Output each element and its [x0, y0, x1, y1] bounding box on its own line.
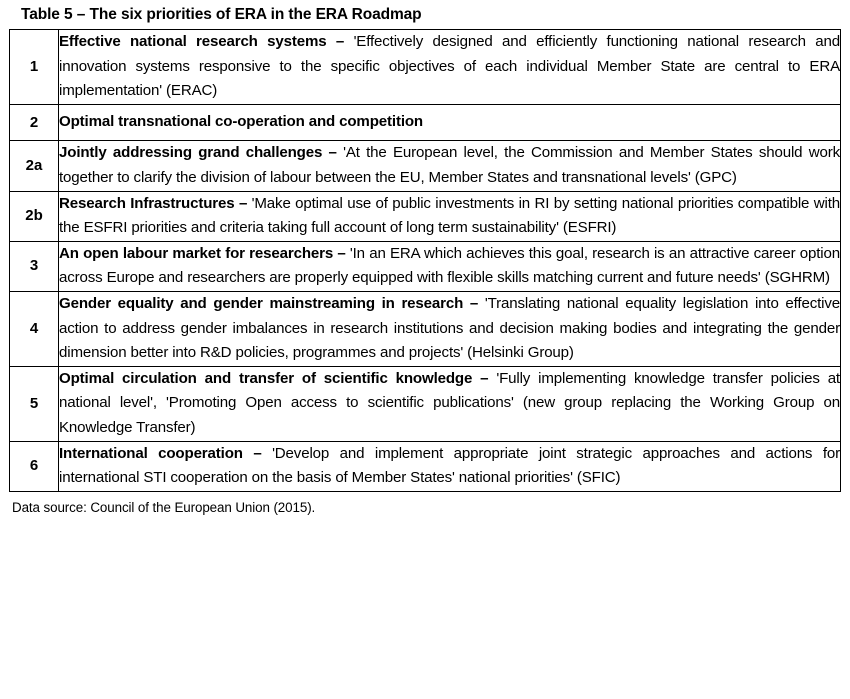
priority-title: Effective national research systems: [59, 33, 327, 50]
priority-description: 'Translating national equality legislation into effective action to address gender imbalances in research institutions and decision making bodies and integrating the gender dimension better into R&D policies, programmes and projects' (Helsinki Group): [59, 294, 841, 362]
table-caption: Table 5 – The six priorities of ERA in the ERA Roadmap: [21, 6, 422, 23]
row-number-cell: 6: [10, 441, 59, 491]
era-priorities-table: [9, 29, 841, 492]
priority-title: Optimal transnational co-operation and competition: [59, 112, 423, 130]
priority-description: 'Fully implementing knowledge transfer policies at national level', 'Promoting Open access to scientific publications' (new group replacing the Working Group on Knowledge Transfer): [59, 369, 840, 436]
table-row: [10, 141, 841, 191]
row-number-cell: 2: [10, 104, 59, 141]
row-number-cell: 5: [10, 366, 59, 441]
priority-separator: –: [242, 444, 273, 462]
priority-description: 'Effectively designed and efficiently functioning national research and innovation systems responsive to the specific objectives of each individual Member State are central to ERA implementation' (ERAC): [59, 33, 840, 100]
table-row: [10, 291, 841, 366]
table-row: [10, 441, 841, 491]
row-content-cell: [59, 141, 841, 191]
row-content-cell: [59, 191, 841, 241]
row-content-cell: [59, 30, 841, 105]
table-row: [10, 191, 841, 241]
row-content-cell: [59, 241, 841, 291]
priority-separator: –: [322, 144, 344, 162]
priority-separator: –: [472, 369, 497, 387]
priority-title: International cooperation: [59, 444, 243, 462]
priority-description: 'In an ERA which achieves this goal, research is an attractive career option across Europe and researchers are properly equipped with flexible skills matching current and future needs' (SGHRM): [59, 244, 840, 287]
table-row: [10, 366, 841, 441]
table-row: [10, 104, 841, 141]
priority-title: An open labour market for researchers –: [59, 244, 346, 262]
table-row: [10, 241, 841, 291]
priority-separator: –: [326, 33, 354, 50]
row-number-cell: 4: [10, 291, 59, 366]
priority-separator: [478, 295, 485, 312]
row-number-cell: 3: [10, 241, 59, 291]
row-content-cell: [59, 104, 841, 141]
priority-title: Research Infrastructures: [59, 194, 235, 212]
priority-description: 'Develop and implement appropriate joint strategic approaches and actions for international STI cooperation on the basis of Member States' national priorities' (SFIC): [59, 444, 840, 487]
priority-description: 'Make optimal use of public investments in RI by setting national priorities compatible with the ESFRI priorities and criteria taking full account of long term sustainability' (ESFRI): [59, 194, 840, 237]
priority-title: Jointly addressing grand challenges: [59, 144, 323, 162]
table-row: [10, 30, 841, 105]
priority-separator: –: [234, 194, 252, 212]
row-content-cell: [59, 291, 841, 366]
priority-description: 'At the European level, the Commission and Member States should work together to clarify the division of labour between the EU, Member States and transnational levels' (GPC): [59, 144, 840, 186]
row-content-cell: [59, 366, 841, 441]
row-number-cell: 2b: [10, 191, 59, 241]
priority-title: Optimal circulation and transfer of scientific knowledge: [59, 369, 473, 387]
row-number-cell: 1: [10, 30, 59, 105]
table-body: [10, 30, 841, 492]
priority-title: Gender equality and gender mainstreaming in research –: [59, 294, 479, 312]
source-note: Data source: Council of the European Union (2015).: [12, 499, 316, 515]
row-content-cell: [59, 441, 841, 491]
row-number-cell: 2a: [10, 141, 59, 191]
